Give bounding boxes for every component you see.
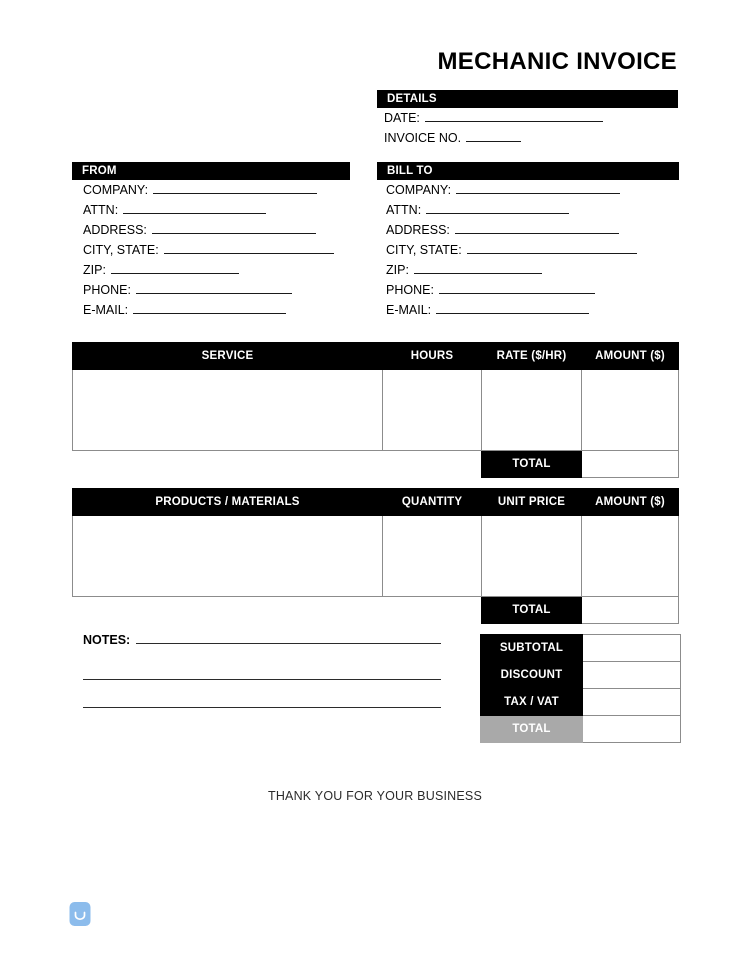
bill-to-field-input[interactable] bbox=[426, 202, 569, 214]
summary-row bbox=[481, 689, 681, 716]
service-table-total-value[interactable] bbox=[582, 451, 679, 478]
summary-row-value[interactable] bbox=[583, 716, 681, 743]
bill-to-field-row bbox=[386, 242, 637, 262]
service-table-header-row bbox=[73, 343, 679, 370]
bill-to-field-input[interactable] bbox=[436, 302, 589, 314]
from-section-header: FROM bbox=[72, 162, 350, 180]
bill-to-field-label: COMPANY: bbox=[386, 183, 452, 197]
products-table-cell[interactable] bbox=[383, 516, 482, 597]
products-table-total-spacer bbox=[73, 597, 482, 624]
service-table-column-header: HOURS bbox=[383, 343, 482, 370]
bill-to-field-row bbox=[386, 202, 637, 222]
from-fields bbox=[83, 182, 334, 322]
from-field-row bbox=[83, 282, 334, 302]
products-table-header-row bbox=[73, 489, 679, 516]
summary-row-value[interactable] bbox=[583, 689, 681, 716]
from-field-row bbox=[83, 302, 334, 322]
details-section-header: DETAILS bbox=[377, 90, 678, 108]
products-table-column-header: PRODUCTS / MATERIALS bbox=[73, 489, 383, 516]
details-field-row bbox=[384, 130, 603, 150]
bill-to-field-row bbox=[386, 302, 637, 322]
service-table-cell[interactable] bbox=[73, 370, 383, 451]
bill-to-field-label: E-MAIL: bbox=[386, 303, 432, 317]
details-fields bbox=[384, 110, 603, 150]
products-table-cell[interactable] bbox=[482, 516, 582, 597]
bill-to-field-label: CITY, STATE: bbox=[386, 243, 462, 257]
from-field-input[interactable] bbox=[123, 202, 266, 214]
products-table-body bbox=[73, 489, 679, 624]
bill-to-field-input[interactable] bbox=[439, 282, 595, 294]
bill-to-field-input[interactable] bbox=[414, 262, 542, 274]
from-field-label: CITY, STATE: bbox=[83, 243, 159, 257]
from-field-input[interactable] bbox=[111, 262, 239, 274]
bill-to-field-input[interactable] bbox=[456, 182, 620, 194]
from-field-input[interactable] bbox=[164, 242, 334, 254]
details-field-label: DATE: bbox=[384, 111, 420, 125]
from-field-row bbox=[83, 242, 334, 262]
from-field-label: PHONE: bbox=[83, 283, 131, 297]
from-field-row bbox=[83, 202, 334, 222]
products-table-column-header: QUANTITY bbox=[383, 489, 482, 516]
service-table-total-row bbox=[73, 451, 679, 478]
service-table-row bbox=[73, 370, 679, 451]
products-table-total-label: TOTAL bbox=[482, 597, 582, 624]
details-field-input[interactable] bbox=[425, 110, 603, 122]
notes-write-line[interactable] bbox=[83, 680, 441, 708]
bill-to-field-label: ATTN: bbox=[386, 203, 422, 217]
details-field-input[interactable] bbox=[466, 130, 521, 142]
page-title: MECHANIC INVOICE bbox=[437, 48, 677, 75]
products-table-row bbox=[73, 516, 679, 597]
service-table-total-label: TOTAL bbox=[482, 451, 582, 478]
summary-row-label: TAX / VAT bbox=[481, 689, 583, 716]
notes-first-line bbox=[83, 632, 441, 652]
bill-to-field-row bbox=[386, 182, 637, 202]
service-table-body bbox=[73, 343, 679, 478]
from-field-row bbox=[83, 182, 334, 202]
products-table-total-row bbox=[73, 597, 679, 624]
bill-to-field-label: PHONE: bbox=[386, 283, 434, 297]
products-table-cell[interactable] bbox=[582, 516, 679, 597]
bill-to-section-header: BILL TO bbox=[377, 162, 679, 180]
summary-row-value[interactable] bbox=[583, 635, 681, 662]
from-field-input[interactable] bbox=[133, 302, 286, 314]
summary-row bbox=[481, 662, 681, 689]
summary-row-value[interactable] bbox=[583, 662, 681, 689]
rounded-square-smile-logo-icon bbox=[68, 901, 92, 927]
bill-to-field-row bbox=[386, 262, 637, 282]
service-table-cell[interactable] bbox=[482, 370, 582, 451]
from-field-label: ZIP: bbox=[83, 263, 106, 277]
brand-logo[interactable] bbox=[68, 901, 92, 927]
notes-write-line[interactable] bbox=[83, 652, 441, 680]
from-field-label: E-MAIL: bbox=[83, 303, 129, 317]
service-table-column-header: SERVICE bbox=[73, 343, 383, 370]
summary-row-label: TOTAL bbox=[481, 716, 583, 743]
service-line-items-table bbox=[72, 342, 679, 478]
bill-to-field-row bbox=[386, 222, 637, 242]
from-field-input[interactable] bbox=[136, 282, 292, 294]
summary-totals-table bbox=[480, 634, 681, 743]
from-field-label: ADDRESS: bbox=[83, 223, 147, 237]
summary-row bbox=[481, 716, 681, 743]
details-field-label: INVOICE NO. bbox=[384, 131, 462, 145]
products-table-column-header: UNIT PRICE bbox=[482, 489, 582, 516]
notes-label: NOTES: bbox=[83, 633, 131, 647]
thank-you-message: THANK YOU FOR YOUR BUSINESS bbox=[267, 789, 482, 803]
from-field-input[interactable] bbox=[153, 182, 317, 194]
service-table-cell[interactable] bbox=[582, 370, 679, 451]
notes-write-line[interactable] bbox=[136, 632, 441, 644]
bill-to-field-label: ZIP: bbox=[386, 263, 409, 277]
summary-row-label: DISCOUNT bbox=[481, 662, 583, 689]
bill-to-field-input[interactable] bbox=[467, 242, 637, 254]
service-table-column-header: AMOUNT ($) bbox=[582, 343, 679, 370]
bill-to-field-row bbox=[386, 282, 637, 302]
bill-to-field-label: ADDRESS: bbox=[386, 223, 450, 237]
service-table-cell[interactable] bbox=[383, 370, 482, 451]
products-table-cell[interactable] bbox=[73, 516, 383, 597]
summary-row-label: SUBTOTAL bbox=[481, 635, 583, 662]
service-table-total-spacer bbox=[73, 451, 482, 478]
from-field-row bbox=[83, 222, 334, 242]
details-field-row bbox=[384, 110, 603, 130]
products-table-column-header: AMOUNT ($) bbox=[582, 489, 679, 516]
service-table-column-header: RATE ($/HR) bbox=[482, 343, 582, 370]
notes-area bbox=[83, 632, 441, 708]
summary-table-body bbox=[481, 635, 681, 743]
products-line-items-table bbox=[72, 488, 679, 624]
products-table-total-value[interactable] bbox=[582, 597, 679, 624]
from-field-row bbox=[83, 262, 334, 282]
bill-to-fields bbox=[386, 182, 637, 322]
from-field-label: ATTN: bbox=[83, 203, 119, 217]
bill-to-field-input[interactable] bbox=[455, 222, 619, 234]
summary-row bbox=[481, 635, 681, 662]
from-field-label: COMPANY: bbox=[83, 183, 149, 197]
from-field-input[interactable] bbox=[152, 222, 316, 234]
